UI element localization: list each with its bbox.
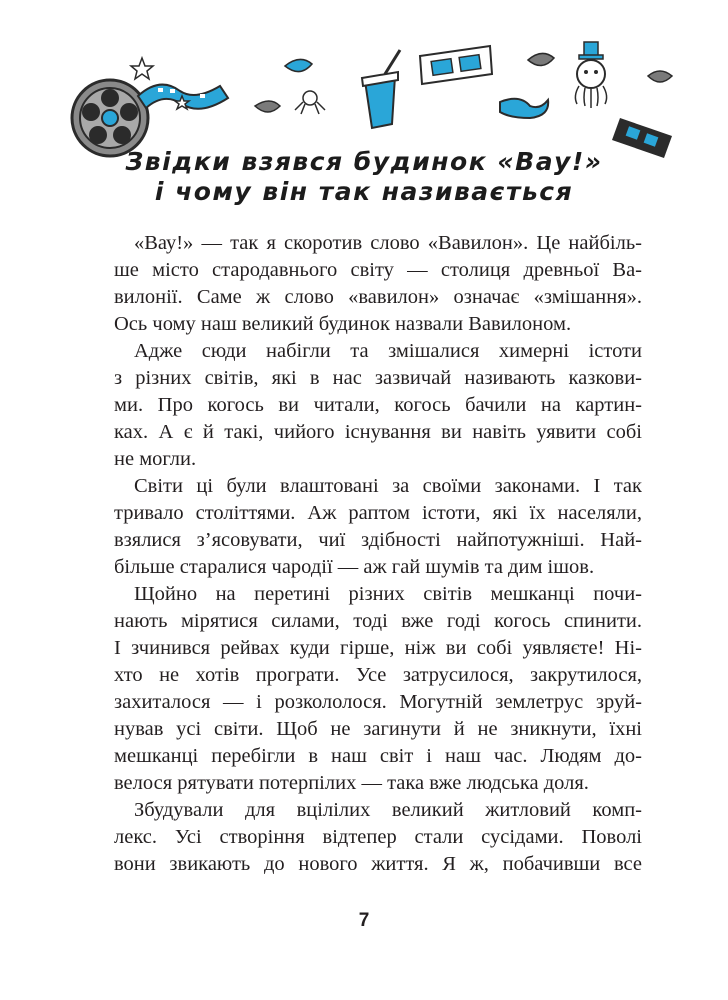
paragraph: [114, 581, 642, 797]
chapter-title-line-2: і чому він так називається: [154, 177, 574, 206]
film-reel-icon: [72, 80, 148, 156]
paragraph: [114, 338, 642, 473]
text-line: лекс. Усі створіння відтепер стали сусідами. Поволі: [114, 826, 642, 848]
genie-shoe-icon: [500, 99, 548, 118]
octopus-with-top-hat-icon: [575, 42, 606, 108]
text-line: Світи ці були влаштовані за своїми законами. І так: [134, 475, 642, 497]
text-line: ше місто стародавнього світу — столиця древньої Ва-: [114, 259, 642, 281]
text-line: Адже сюди набігли та змішалися химерні істоти: [134, 340, 642, 362]
text-line: нував усі світи. Щоб не загинути й не зникнути, їхні: [114, 718, 642, 740]
text-line: ках. А є й такі, чийого існування ви навіть уявити собі: [114, 421, 642, 443]
spider-icon: [295, 91, 325, 114]
chapter-body: [114, 230, 642, 878]
text-line: «Вау!» — так я скоротив слово «Вавилон». Це найбіль-: [134, 232, 642, 254]
soda-cup-icon: [362, 50, 400, 128]
text-line: захиталося — і розкололося. Могутній землетрус зруй-: [114, 691, 642, 713]
text-line: з різних світів, які в нас зазвичай називають казкови-: [114, 367, 642, 389]
text-line: велося рятувати потерпілих — така вже людська доля.: [114, 772, 589, 794]
text-line: нають мірятися силами, тоді вже годі когось спинити.: [114, 610, 642, 632]
page-number: 7: [358, 910, 370, 931]
paragraph: [114, 230, 642, 338]
text-line: більше старалися чародії — аж гай шумів та дим ішов.: [114, 556, 595, 578]
text-line: Ось чому наш великий будинок назвали Вавилоном.: [114, 313, 572, 335]
text-line: мешканці перебігли в наш світ і наш час. Людям до-: [114, 745, 642, 767]
text-line: Щойно на перетині різних світів мешканці почи-: [134, 583, 642, 605]
3d-glasses-icon: [420, 46, 492, 84]
text-line: І зчинився рейвах куди гірше, ніж ви собі уявляєте! Ні-: [114, 637, 642, 659]
chapter-title-line-1: Звідки взявся будинок «Вау!»: [125, 147, 603, 176]
text-line: вилонії. Саме ж слово «вавилон» означає «змішання».: [114, 286, 642, 308]
paragraph: [114, 473, 642, 581]
text-line: вони звикають до нового життя. Я ж, побачивши все: [114, 853, 642, 875]
paragraph: [114, 797, 642, 878]
text-line: взялися з’ясовувати, чиї здібності найпотужніші. Най-: [114, 529, 642, 551]
text-line: ми. Про когось ви читали, когось бачили на картин-: [114, 394, 642, 416]
text-line: тривало століттями. Аж раптом істоти, які їх населяли,: [114, 502, 642, 524]
text-line: Збудували для вцілілих великий житловий комп-: [134, 799, 642, 821]
text-line: хто не хотів програти. Усе затрусилося, закрутилося,: [114, 664, 642, 686]
text-line: не могли.: [114, 448, 197, 470]
